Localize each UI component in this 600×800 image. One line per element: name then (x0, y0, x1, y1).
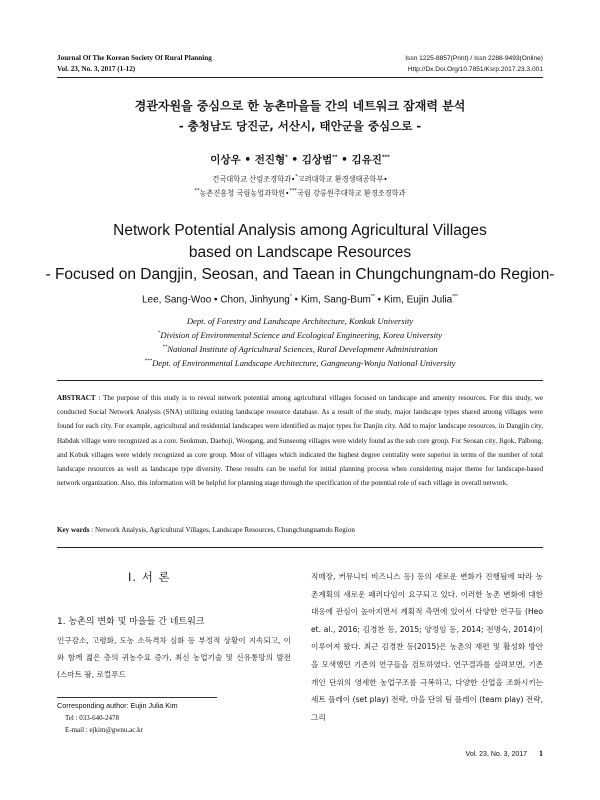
english-affiliation-1: Dept. of Forestry and Landscape Architecture, Konkuk University (186, 315, 414, 326)
page-footer (466, 749, 543, 758)
english-title-line3: - Focused on Dangjin, Seosan, and Taean in Chungchungnam-do Region- (45, 266, 555, 283)
english-affiliation-4: ***Dept. of Environmental Landscape Architecture, Gangneung-Wonju National University (144, 357, 456, 368)
journal-identifiers (405, 53, 543, 75)
page-number: 1 (539, 749, 543, 758)
abstract-top-rule (57, 380, 543, 381)
english-title-line1: Network Potential Analysis among Agricultural Villages (113, 222, 487, 239)
korean-title: 경관자원을 중심으로 한 농촌마을들 간의 네트워크 잠재력 분석 (134, 99, 466, 113)
korean-authors: 이상우 • 전진형* • 김상범** • 김유진*** (210, 154, 390, 166)
doi-link[interactable]: Http://Dx.Doi.Org/10.7851/Ksrp.2017.23.3.001 (407, 66, 543, 73)
english-affiliation-3: **National Institute of Agricultural Sciences, Rural Development Administration (162, 343, 438, 354)
corresponding-author: Corresponding author: Eujin Julia Kim (57, 701, 178, 710)
author-1: 이상우 (210, 154, 241, 166)
journal-name: Journal Of The Korean Society Of Rural Planning (57, 54, 212, 62)
keywords-text: : Network Analysis, Agricultural Villages, Landscape Resources, Chungchungnamdo Region (89, 526, 355, 534)
korean-affiliation-1: 건국대학교 산림조경학과•*고려대학교 환경생태공학부• (212, 174, 388, 184)
issn: Issn 1225-8857(Print) / Issn 2288-9493(Online) (405, 55, 543, 62)
english-affiliation-2: *Division of Environmental Science and Ecological Engineering, Korea University (157, 329, 443, 340)
keywords-bottom-rule (57, 547, 543, 548)
author-email[interactable]: E-mail : ejkim@gwnu.ac.kr (65, 726, 143, 734)
footnote-rule (57, 697, 217, 698)
author-3: 김상범 (301, 154, 333, 166)
subsection-title: 1. 농촌의 변화 및 마을들 간 네트워크 (57, 617, 205, 627)
corresponding-author-footnote (57, 700, 178, 736)
abstract-label: ABSTRACT (57, 394, 96, 402)
korean-subtitle: - 충청남도 당진군, 서산시, 태안군을 중심으로 - (178, 119, 422, 133)
author-tel: Tel : 033-640-2478 (65, 714, 119, 722)
footer-volume: Vol. 23, No. 3, 2017 (465, 751, 528, 758)
abstract-text: : The purpose of this study is to reveal network potential among agricultural villages focused on landscape and amenity resources. For this study, we conducted Social Network Analysis (SNA) utilizing existing landscape resource database. As a result of the study, major landscape types shared among villages were found for each city. For example, agricultural and residential landscapes were identified as major types for Danjin city. Add to major landscape resources, in Dangjin city, Habduk village were recognized as a core. Seokmun, Daehoji, Woogang, and Sunseong villages were widely found as the sub core group. For Seosan city, Jigok, Palbong, and Kobuk villages were widely recognized as core group. Most of villages which indicated the highest degree centrality were superior in terms of the number of total landscape resources as well as landscape type diversity. These results can be useful for initial planning process when considering major theme for landscape-based network organization. Also, this information will be helpful for planning stage through the specification of the potential role of each village in overall network. (57, 394, 543, 488)
author-4: 김유진 (351, 154, 382, 166)
author-2: 전진형 (254, 154, 286, 166)
journal-volume: Vol. 23, No. 3, 2017 (1-12) (57, 65, 136, 73)
body-left-column: 인구감소, 고령화, 도농 소득격차 심화 등 부정적 상황이 지속되고, 이와 함께 젊은 층의 귀농수요 증가, 최신 농업기술 및 신유통망의 발전 (스마트 팜, 로컬푸드 (57, 636, 291, 679)
english-title-line2: based on Landscape Resources (188, 244, 412, 261)
keywords-label: Key words (57, 526, 90, 534)
abstract (57, 391, 543, 490)
journal-header (57, 53, 212, 75)
section-title: I. 서 론 (128, 570, 171, 584)
english-authors: Lee, Sang-Woo • Chon, Jinhyung* • Kim, Sang-Bum** • Kim, Eujin Julia*** (141, 294, 459, 306)
keywords (57, 526, 355, 534)
korean-affiliation-2: **농촌진흥청 국립농업과학원•***국립 강릉원주대학교 환경조경학과 (194, 188, 406, 198)
header-rule (57, 77, 543, 78)
body-right-column: 직매장, 커뮤니티 비즈니스 등) 등의 새로운 변화가 진행됨에 따라 농촌계획의 새로운 패러다임이 요구되고 있다. 이러한 농촌 변화에 대한 대응에 관심이 높아지면서 계획적 측면에 있어서 다양한 연구들 (Heo et. al., 2016; 김경찬 등, 2015; 양정임 등, 2014; 전명숙, 2014)이 이루어져 왔다. 최근 김경찬 등(2015)은 농촌의 재편 및 활성화 방안을 모색했던 기존의 연구들을 검토하였다. 연구결과를 살펴보면, 기존 개인 단위의 영세한 농업구조를 극복하고, 다양한 산업을 조화시키는 세트 플레이 (set play) 전략, 마을 단위 팀 플레이 (team play) 전략, 그리 (311, 572, 543, 722)
